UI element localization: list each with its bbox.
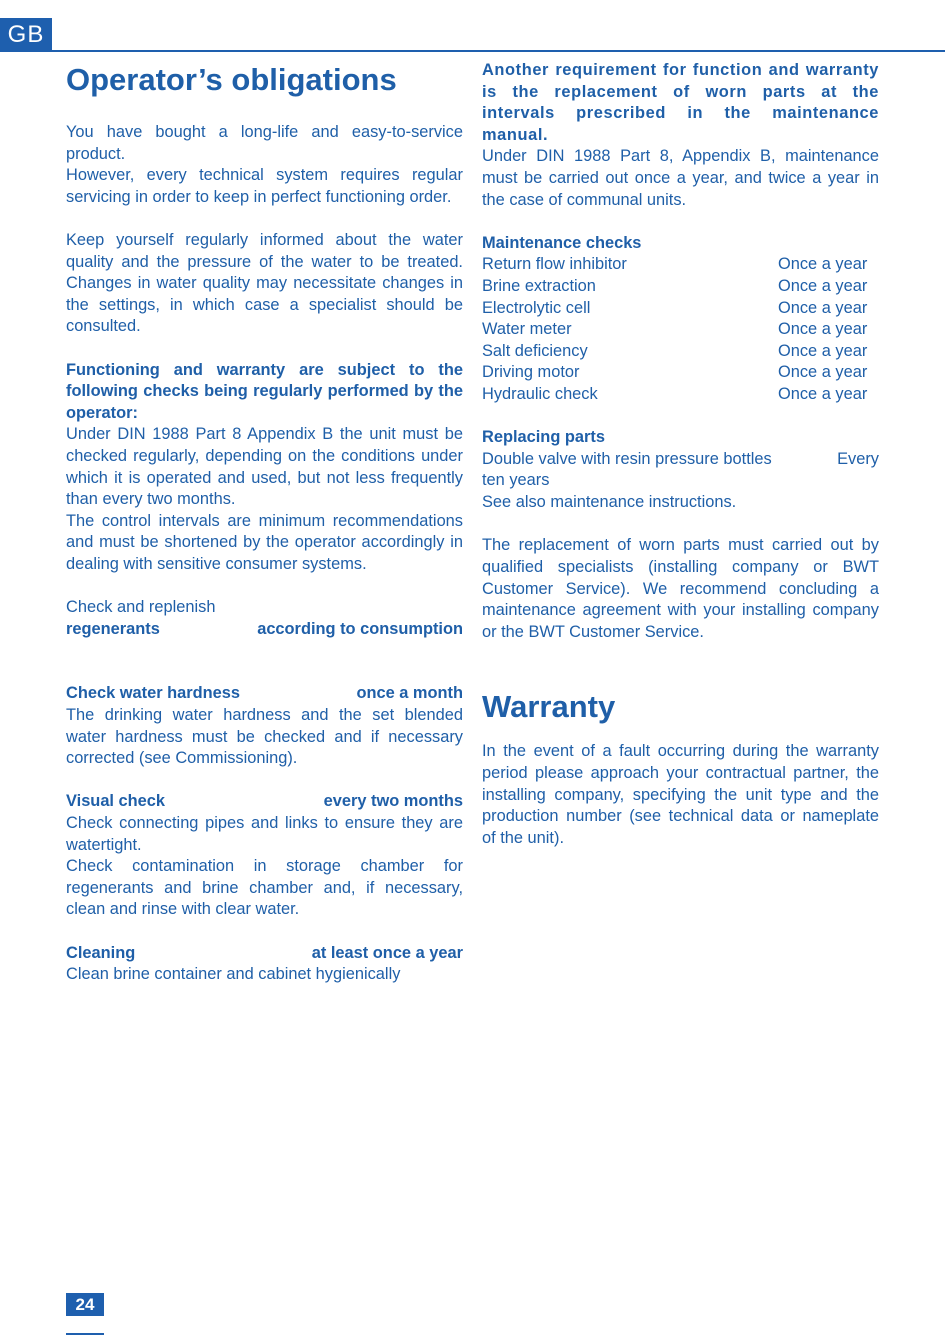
- warranty-title: Warranty: [482, 689, 616, 725]
- replacement-paragraph: The replacement of worn parts must carried out by qualified specialists (installing company or BWT Customer Service). We recommend concluding a maintenance agreement with your installing company or the BWT Customer Service.: [482, 536, 879, 641]
- maintenance-heading: Maintenance checks: [482, 233, 642, 252]
- hardness-row: [66, 683, 463, 705]
- hardness-label: Check water hardness: [66, 684, 240, 703]
- maintenance-item-name: Hydraulic check: [482, 384, 598, 403]
- visual-paragraph-2: Check contamination in storage chamber for regenerants and brine chamber and, if necessary, clean and rinse with clear water.: [66, 857, 463, 919]
- page-title: Operator’s obligations: [66, 62, 397, 97]
- maintenance-item-interval: Once a year: [778, 298, 868, 317]
- replacing-row: [482, 449, 879, 471]
- list-item: [482, 276, 879, 298]
- warranty-paragraph: In the event of a fault occurring during the warranty period please approach your contractual partner, the installing company, specifying the unit type and the production number (see technical data or nameplate of the unit).: [482, 742, 879, 847]
- list-item: [482, 254, 879, 276]
- cleaning-row: [66, 943, 463, 965]
- replenish-interval: according to consumption: [257, 619, 463, 638]
- replacing-heading: Replacing parts: [482, 428, 605, 447]
- replenish-label: regenerants: [66, 619, 160, 638]
- maintenance-item-name: Driving motor: [482, 363, 580, 382]
- cleaning-interval: at least once a year: [311, 943, 463, 962]
- maintenance-list: [482, 254, 879, 405]
- maintenance-item-interval: Once a year: [778, 320, 868, 339]
- header-rule: [52, 50, 945, 52]
- checks-paragraph-2: The control intervals are minimum recommendations and must be shortened by the operator accordingly in dealing with sensitive consumer systems.: [66, 511, 463, 573]
- list-item: [482, 298, 879, 320]
- intro-paragraph-1: You have bought a long-life and easy-to-service product.: [66, 123, 463, 163]
- checks-paragraph-1: Under DIN 1988 Part 8 Appendix B the unit must be checked regularly, depending on the conditions under which it is operated and used, but not less frequently than every two months.: [66, 425, 463, 509]
- maintenance-item-interval: Once a year: [778, 363, 868, 382]
- maintenance-item-name: Salt deficiency: [482, 341, 588, 360]
- maintenance-item-interval: Once a year: [778, 276, 868, 295]
- replacing-interval: Every: [837, 449, 879, 468]
- visual-paragraph-1: Check connecting pipes and links to ensure they are watertight.: [66, 814, 463, 854]
- replacing-see-also: See also maintenance instructions.: [482, 492, 737, 511]
- list-item: [482, 362, 879, 384]
- replenish-row: [66, 619, 463, 641]
- visual-interval: every two months: [323, 792, 463, 811]
- maintenance-item-name: Return flow inhibitor: [482, 255, 627, 274]
- list-item: [482, 319, 879, 341]
- left-column: [66, 60, 463, 986]
- checks-heading: Functioning and warranty are subject to the following checks being regularly performed by the operator:: [66, 360, 463, 422]
- language-tab: GB: [0, 18, 52, 52]
- maintenance-item-name: Water meter: [482, 320, 572, 339]
- requirement-heading: Another requirement for function and warranty is the replacement of worn parts at the intervals prescribed in the maintenance manual.: [482, 61, 879, 144]
- maintenance-item-name: Brine extraction: [482, 276, 596, 295]
- cleaning-paragraph: Clean brine container and cabinet hygienically: [66, 965, 401, 984]
- maintenance-item-interval: Once a year: [778, 341, 868, 360]
- intro-paragraph-2: However, every technical system requires regular servicing in order to keep in perfect functioning order.: [66, 166, 463, 206]
- right-column: [482, 60, 879, 849]
- informed-paragraph: Keep yourself regularly informed about the water quality and the pressure of the water to be treated. Changes in water quality may necessitate changes in the settings, in which case a specialist should be consulted.: [66, 230, 463, 336]
- list-item: [482, 384, 879, 406]
- maintenance-item-interval: Once a year: [778, 384, 868, 403]
- visual-row: [66, 791, 463, 813]
- replacing-interval-cont: ten years: [482, 471, 550, 490]
- maintenance-item-name: Electrolytic cell: [482, 298, 591, 317]
- hardness-paragraph: The drinking water hardness and the set blended water hardness must be checked and if necessary corrected (see Commissioning).: [66, 706, 463, 768]
- replacing-item: Double valve with resin pressure bottles: [482, 449, 772, 468]
- footer-rule: [66, 1333, 104, 1335]
- maintenance-item-interval: Once a year: [778, 255, 868, 274]
- page-number: 24: [66, 1293, 104, 1316]
- hardness-interval: once a month: [356, 684, 463, 703]
- visual-label: Visual check: [66, 792, 166, 811]
- list-item: [482, 341, 879, 363]
- cleaning-label: Cleaning: [66, 943, 136, 962]
- replenish-text: Check and replenish: [66, 598, 216, 617]
- requirement-paragraph: Under DIN 1988 Part 8, Appendix B, maintenance must be carried out once a year, and twice a year in the case of communal units.: [482, 147, 879, 209]
